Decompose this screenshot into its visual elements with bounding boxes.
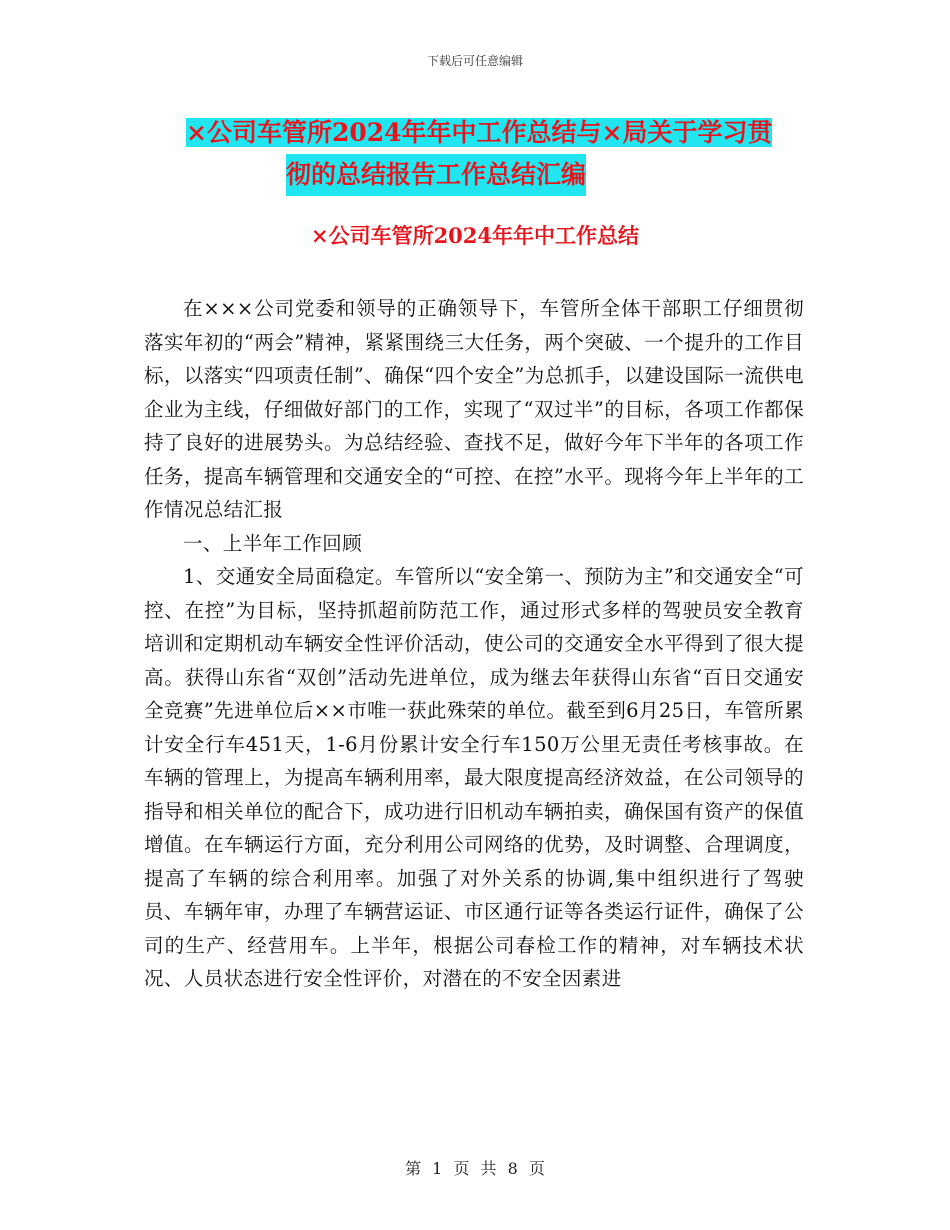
section-title: ×公司车管所2024年年中工作总结 [310, 223, 640, 248]
document-body [144, 292, 804, 996]
main-title-line-2: 彻的总结报告工作总结汇编 [286, 154, 586, 196]
section-heading-review: 一、上半年工作回顾 [183, 531, 363, 555]
header-note: 下载后可任意编辑 [426, 54, 523, 68]
main-title-line-1: ×公司车管所2024年年中工作总结与×局关于学习贯 [186, 118, 773, 147]
document-main-title [186, 112, 826, 196]
paragraph-intro: 在×××公司党委和领导的正确领导下，车管所全体干部职工仔细贯彻落实年初的“两会”精神，紧紧围绕三大任务，两个突破、一个提升的工作目标，以落实“四项责任制”、确保“四个安全”为总抓手，以建设国际一流供电企业为主线，仔细做好部门的工作，实现了“双过半”的目标，各项工作都保持了良好的进展势头。为总结经验、查找不足，做好今年下半年的各项工作任务，提高车辆管理和交通安全的“可控、在控”水平。现将今年上半年的工作情况总结汇报 [144, 297, 804, 521]
paragraph-traffic-safety: 1、交通安全局面稳定。车管所以“安全第一、预防为主”和交通安全“可控、在控”为目标，坚持抓超前防范工作，通过形式多样的驾驶员安全教育培训和定期机动车辆安全性评价活动，使公司的交通安全水平得到了很大提高。获得山东省“双创”活动先进单位，成为继去年获得山东省“百日交通安全竞赛”先进单位后××市唯一获此殊荣的单位。截至到6月25日，车管所累计安全行车451天，1-6月份累计安全行车150万公里无责任考核事故。在车辆的管理上，为提高车辆利用率，最大限度提高经济效益，在公司领导的指导和相关单位的配合下，成功进行旧机动车辆拍卖，确保国有资产的保值增值。在车辆运行方面，充分利用公司网络的优势，及时调整、合理调度，提高了车辆的综合利用率。加强了对外关系的协调,集中组织进行了驾驶员、车辆年审，办理了车辆营运证、市区通行证等各类运行证件，确保了公司的生产、经营用车。上半年，根据公司春检工作的精神，对车辆技术状况、人员状态进行安全性评价，对潜在的不安全因素进 [144, 565, 805, 990]
page-number: 第 1 页 共 8 页 [405, 1159, 545, 1178]
